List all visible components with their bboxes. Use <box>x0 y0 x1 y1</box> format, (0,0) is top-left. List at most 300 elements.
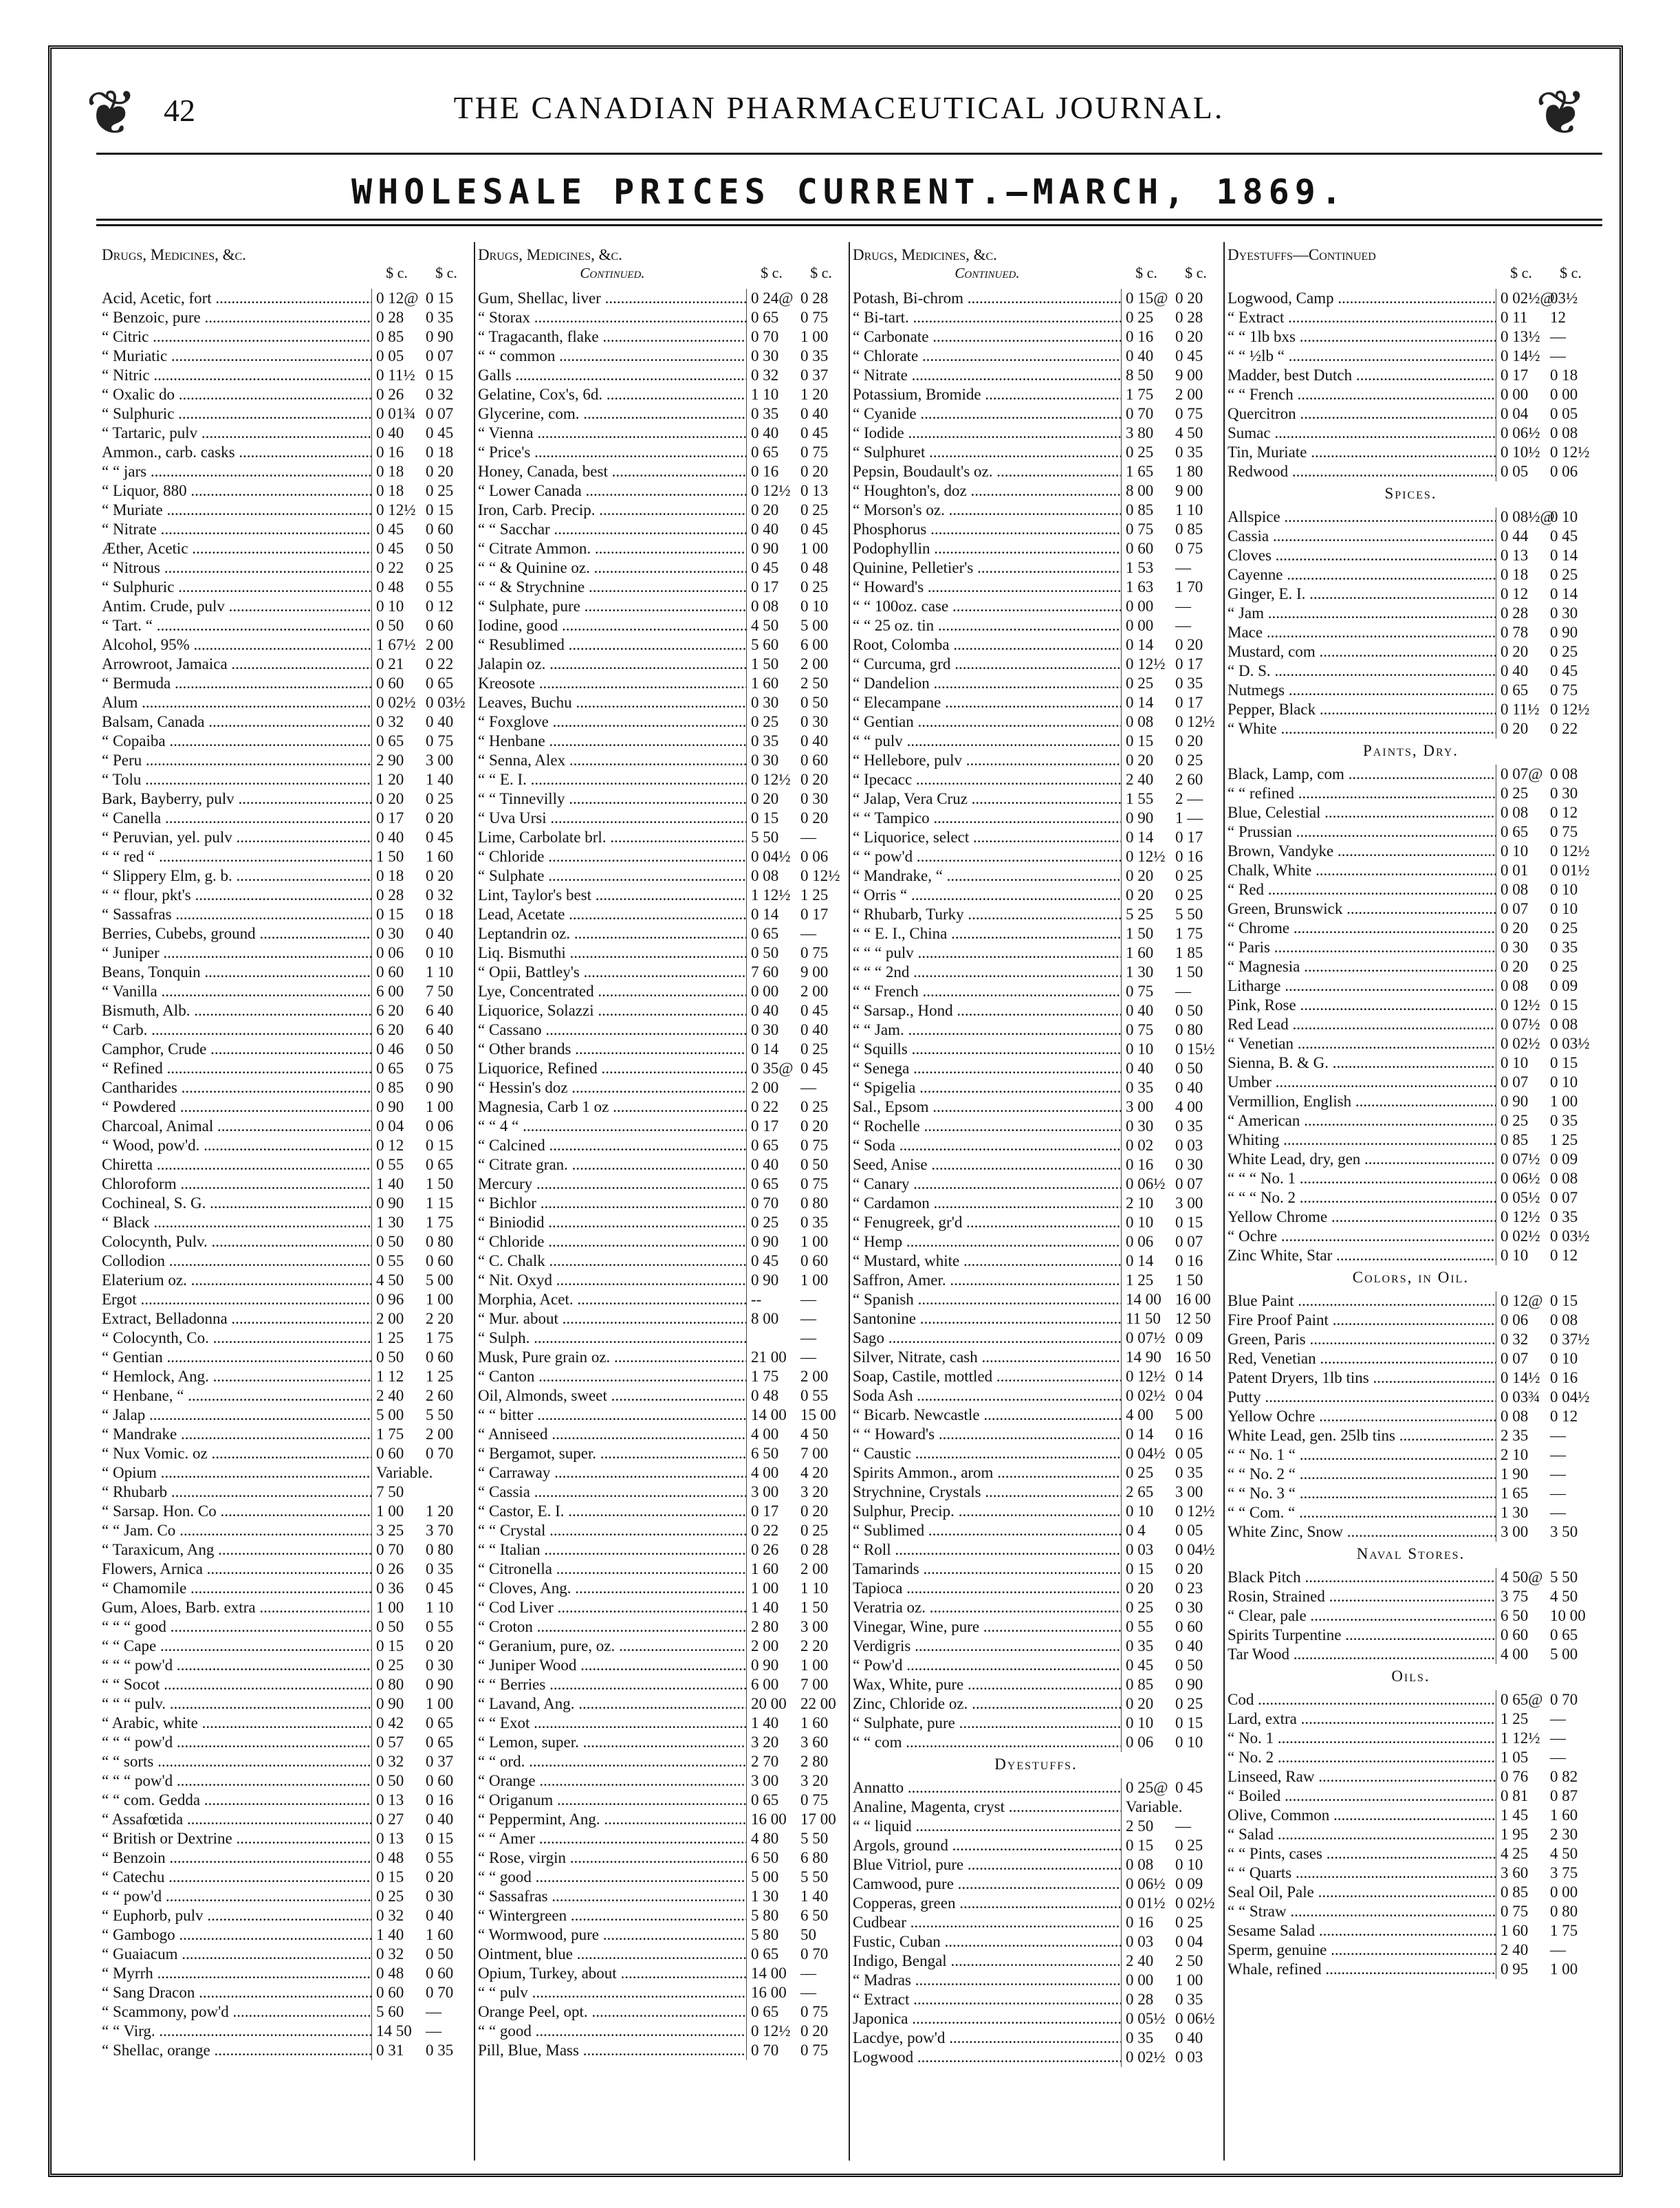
price-value: 3 80 <box>1126 424 1154 441</box>
table-row <box>1228 1015 1595 1034</box>
item-name: “ Mur. about ..... <box>478 1309 747 1329</box>
item-name: “ Citrate gran. ..... <box>478 1155 747 1174</box>
price-value: 0 80 <box>1175 1021 1203 1038</box>
price-value: 0 05½ <box>1126 2010 1166 2027</box>
price-value: 0 10 <box>376 598 404 615</box>
price-value: 0 50 <box>800 1156 829 1173</box>
price-value: 0 14 <box>751 906 779 923</box>
item-name: Soda Ash ..... <box>853 1386 1122 1406</box>
price-value: 0 06 <box>1126 1233 1154 1250</box>
table-row <box>102 943 471 963</box>
price-value: 4 50 <box>1550 1588 1578 1605</box>
table-row <box>102 1945 471 1964</box>
price-value: 0 12½ <box>1126 848 1166 865</box>
price-value: 0 45 <box>1175 1779 1203 1796</box>
table-row <box>853 1778 1221 1797</box>
item-name: Spirits Ammon., arom ..... <box>853 1463 1122 1483</box>
price-value: 0 02½ <box>1501 1035 1540 1052</box>
table-row <box>102 1714 471 1733</box>
price-value: 0 35 <box>1126 1637 1154 1654</box>
price-value: 0 30 <box>800 790 829 807</box>
price-value: 0 50 <box>376 1772 404 1789</box>
price-value: 0 12½ <box>751 2022 791 2040</box>
table-row <box>1228 1709 1595 1729</box>
item-name: Zinc, Chloride oz. ..... <box>853 1694 1122 1714</box>
item-name: Colocynth, Pulv. ..... <box>102 1232 372 1251</box>
price-columns <box>99 242 1598 2161</box>
price-value: 0 00 <box>751 983 779 1000</box>
price-value: 0 12½ <box>1501 1208 1540 1225</box>
price-value: 0 15 <box>426 1830 454 1847</box>
table-row <box>1228 1227 1595 1246</box>
table-row <box>478 481 846 501</box>
price-value: 0 55 <box>426 578 454 595</box>
price-value: 1 40 <box>751 1714 779 1731</box>
table-row <box>478 1714 846 1733</box>
price-value: 0 50 <box>376 1348 404 1366</box>
price-value: 0 12½ <box>376 501 416 518</box>
table-row <box>102 578 471 597</box>
table-row <box>853 1483 1221 1502</box>
price-value: 0 00 <box>1550 386 1578 403</box>
price-value: 0 00 <box>1550 1883 1578 1901</box>
price-value: 2 00 <box>800 983 829 1000</box>
table-row <box>478 924 846 943</box>
price-value: 1 75 <box>426 1329 454 1346</box>
item-name: Logwood ..... <box>853 2048 1122 2067</box>
table-row <box>853 886 1221 905</box>
table-row <box>102 1232 471 1251</box>
item-name: “ Nitrate ..... <box>853 366 1122 385</box>
price-value: 3 75 <box>1550 1864 1578 1881</box>
column-title-text: Drugs, Medicines, &c. <box>478 246 622 263</box>
item-name: “ Carb. ..... <box>102 1020 372 1040</box>
table-row <box>1228 642 1595 662</box>
item-name: “ Uva Ursi ..... <box>478 809 747 828</box>
price-value: 0 90 <box>376 1194 404 1212</box>
price-value: 0 35 <box>1175 444 1203 461</box>
price-value: 5 00 <box>800 617 829 634</box>
item-name: “ “ “ No. 2 ..... <box>1228 1188 1496 1207</box>
item-name: “ Scammony, pow'd ..... <box>102 2002 372 2022</box>
item-name: Wax, White, pure ..... <box>853 1675 1122 1694</box>
price-value: 0 03 <box>1126 1541 1154 1558</box>
table-row <box>102 385 471 404</box>
item-name: “ “ “ No. 1 ..... <box>1228 1169 1496 1188</box>
item-name: “ “ French ..... <box>853 982 1122 1001</box>
price-value: 0 30 <box>1550 604 1578 622</box>
table-row <box>853 1502 1221 1521</box>
item-name: “ “ sorts ..... <box>102 1752 372 1771</box>
price-value: 0 05 <box>376 347 404 364</box>
item-name: Naval Stores. <box>1356 1545 1465 1562</box>
price-value: 2 00 <box>1175 386 1203 403</box>
item-name: Beans, Tonquin ..... <box>102 963 372 982</box>
price-value: 10 00 <box>1550 1607 1586 1624</box>
table-row <box>102 809 471 828</box>
price-value: 16 50 <box>1175 1348 1211 1366</box>
price-value: 9 00 <box>800 963 829 981</box>
price-value: 6 40 <box>426 1002 454 1019</box>
price-value: 0 60 <box>376 675 404 692</box>
price-value: 0 40 <box>1175 1079 1203 1096</box>
price-value: 1 30 <box>1501 1504 1529 1521</box>
table-row <box>102 1771 471 1791</box>
item-name: Allspice ..... <box>1228 507 1496 527</box>
table-row <box>478 385 846 404</box>
price-value: 3 00 <box>751 1483 779 1500</box>
item-name: Lacdye, pow'd ..... <box>853 2029 1122 2048</box>
price-value: 0 40 <box>751 1002 779 1019</box>
price-value: 4 00 <box>1501 1646 1529 1663</box>
price-value: 0 25 <box>1175 1914 1203 1931</box>
price-value: 0 15 <box>426 1137 454 1154</box>
table-row <box>1228 1522 1595 1542</box>
item-name: “ Lower Canada ..... <box>478 481 747 501</box>
price-value: — <box>800 1965 816 1982</box>
price-value: 0 48 <box>376 578 404 595</box>
price-value: 0 35 <box>1550 1208 1578 1225</box>
table-row <box>102 1810 471 1829</box>
price-value: 0 10 <box>1126 1714 1154 1731</box>
item-name: “ Sulphate ..... <box>478 866 747 886</box>
item-name: “ “ “ 2nd ..... <box>853 963 1122 982</box>
price-value: 0 25 <box>751 1214 779 1231</box>
item-name: Elaterium oz. ..... <box>102 1271 372 1290</box>
price-value: 14 90 <box>1126 1348 1161 1366</box>
price-value: 0 07 <box>426 347 454 364</box>
price-value: 0 60 <box>426 1965 454 1982</box>
price-value: 3 00 <box>1175 1483 1203 1500</box>
item-name: “ Castor, E. I. ..... <box>478 1502 747 1521</box>
price-value: 0 45 <box>751 1252 779 1269</box>
price-value: 0 70 <box>751 328 779 345</box>
price-value: 2 00 <box>751 1079 779 1096</box>
price-value: 0 90 <box>751 1233 779 1250</box>
item-name: Soap, Castile, mottled ..... <box>853 1367 1122 1386</box>
price-value: 1 10 <box>426 963 454 981</box>
table-row <box>102 655 471 674</box>
price-value: 1 25 <box>426 1368 454 1385</box>
price-value: 0 08 <box>1550 1311 1578 1329</box>
item-name: “ “ E. I., China ..... <box>853 924 1122 943</box>
price-value: 1 67½ <box>376 636 416 653</box>
item-name: Rosin, Strained ..... <box>1228 1587 1496 1606</box>
price-value: 1 60 <box>1550 1806 1578 1824</box>
price-value: 0 90 <box>426 1676 454 1693</box>
item-name: “ Mandrake ..... <box>102 1425 372 1444</box>
price-value: 8 50 <box>1126 367 1154 384</box>
table-row <box>478 712 846 732</box>
item-name: “ Elecampane ..... <box>853 693 1122 712</box>
table-row <box>1228 507 1595 527</box>
price-value: — <box>1175 1817 1191 1835</box>
price-value: 0 70 <box>800 1945 829 1963</box>
price-value: 0 45 <box>426 1580 454 1597</box>
price-value: 0 60 <box>376 1984 404 2001</box>
table-row <box>102 1560 471 1579</box>
table-row <box>853 1251 1221 1271</box>
table-row <box>102 770 471 789</box>
item-name: “ Senna, Alex ..... <box>478 751 747 770</box>
item-name: “ Price's ..... <box>478 443 747 462</box>
price-value: 0 40 <box>376 829 404 846</box>
table-row <box>102 443 471 462</box>
table-row <box>1228 1349 1595 1368</box>
item-name: Berries, Cubebs, ground ..... <box>102 924 372 943</box>
item-name: Sperm, genuine ..... <box>1228 1941 1496 1960</box>
table-row <box>102 1251 471 1271</box>
price-value: 0 60 <box>800 752 829 769</box>
price-value: 0 20 <box>800 771 829 788</box>
item-name: Putty ..... <box>1228 1388 1496 1407</box>
table-row <box>1228 347 1595 366</box>
price-value: 0 12½ <box>1550 701 1590 718</box>
price-value: 0 35@ <box>751 1060 794 1077</box>
table-row <box>102 1309 471 1329</box>
price-value: 3 70 <box>426 1522 454 1539</box>
price-value: 0 32 <box>376 1945 404 1963</box>
table-row <box>1228 1130 1595 1150</box>
item-name: “ Citrate Ammon. ..... <box>478 539 747 558</box>
price-value: 0 14 <box>751 1040 779 1058</box>
table-row <box>478 327 846 347</box>
item-name: Sulphur, Precip. ..... <box>853 1502 1122 1521</box>
price-value: 0 11½ <box>1501 701 1540 718</box>
item-name: “ Houghton's, doz ..... <box>853 481 1122 501</box>
table-row <box>853 1714 1221 1733</box>
item-name: “ “ Tinnevilly ..... <box>478 789 747 809</box>
item-name: Iron, Carb. Precip. ..... <box>478 501 747 520</box>
price-value: 0 96 <box>376 1291 404 1308</box>
table-row <box>478 1078 846 1097</box>
table-row <box>853 1675 1221 1694</box>
table-row <box>853 1097 1221 1117</box>
table-row <box>102 1521 471 1540</box>
table-row <box>102 847 471 866</box>
table-row <box>102 1213 471 1232</box>
table-row <box>1228 1729 1595 1748</box>
price-value: 0 07½ <box>1501 1016 1540 1033</box>
price-value: 0 08 <box>751 867 779 884</box>
price-value: 2 00 <box>751 1637 779 1654</box>
currency-header: $ c. <box>435 264 457 281</box>
table-row <box>1228 1503 1595 1522</box>
item-name: Iodine, good ..... <box>478 616 747 635</box>
price-value: 0 04 <box>1175 1933 1203 1950</box>
column-header <box>1228 242 1595 289</box>
currency-header: $ c. <box>1560 264 1582 281</box>
item-name: Camphor, Crude ..... <box>102 1040 372 1059</box>
price-value: 6 50 <box>751 1445 779 1462</box>
price-value: — <box>1550 1465 1566 1483</box>
price-value: 0 10½ <box>1501 444 1540 461</box>
table-row <box>1228 366 1595 385</box>
table-row <box>102 1117 471 1136</box>
price-value: 1 75 <box>1175 925 1203 942</box>
item-name: Balsam, Canada ..... <box>102 712 372 732</box>
table-row <box>478 443 846 462</box>
price-value: 0 12½ <box>1175 1502 1215 1520</box>
item-name: White Lead, dry, gen ..... <box>1228 1150 1496 1169</box>
item-name: “ “ pulv ..... <box>853 732 1122 751</box>
item-name: “ Euphorb, pulv ..... <box>102 1906 372 1925</box>
table-row <box>478 1656 846 1675</box>
price-value: 0 65 <box>751 1137 779 1154</box>
item-name: Linseed, Raw ..... <box>1228 1767 1496 1786</box>
price-value: 0 10 <box>1550 1073 1578 1091</box>
item-name: Cloves ..... <box>1228 546 1496 565</box>
price-value: 0 20 <box>426 463 454 480</box>
item-name: “ “ Cape ..... <box>102 1637 372 1656</box>
item-name: “ Nitric ..... <box>102 366 372 385</box>
item-name: Annatto ..... <box>853 1778 1122 1797</box>
price-value: 0 45 <box>376 540 404 557</box>
price-value: 0 90 <box>426 1079 454 1096</box>
price-value: 0 25 <box>1550 566 1578 583</box>
column-header <box>478 242 846 289</box>
price-value: 0 20 <box>1126 1695 1154 1712</box>
table-row <box>853 327 1221 347</box>
item-name: “ Sulphate, pure ..... <box>853 1714 1122 1733</box>
price-value: — <box>800 829 816 846</box>
price-value: 0 10 <box>1175 1856 1203 1873</box>
table-row <box>853 943 1221 963</box>
price-value: 1 00 <box>751 1580 779 1597</box>
price-value: 3 20 <box>800 1483 829 1500</box>
item-name: Cochineal, S. G. ..... <box>102 1194 372 1213</box>
price-value: 0 80 <box>376 1676 404 1693</box>
item-name: “ Slippery Elm, g. b. ..... <box>102 866 372 886</box>
price-value: 0 16 <box>751 463 779 480</box>
price-value: 0 20 <box>426 867 454 884</box>
price-value: 1 50 <box>426 1175 454 1192</box>
table-row <box>478 886 846 905</box>
price-value: 1 60 <box>426 848 454 865</box>
price-value: 0 02½ <box>1126 2048 1166 2066</box>
price-value: 0 45 <box>800 1002 829 1019</box>
item-name: “ Dandelion ..... <box>853 674 1122 693</box>
price-value: 0 75 <box>1501 1903 1529 1920</box>
item-name: “ Vienna ..... <box>478 424 747 443</box>
table-row <box>478 1560 846 1579</box>
section-heading <box>1228 1268 1595 1287</box>
item-name: Leptandrin oz. ..... <box>478 924 747 943</box>
price-value: 0 12 <box>376 1137 404 1154</box>
item-name: “ Pow'd ..... <box>853 1656 1122 1675</box>
item-name: “ Orris “ ..... <box>853 886 1122 905</box>
table-row <box>853 501 1221 520</box>
price-value: — <box>1175 559 1191 576</box>
table-row <box>1228 1330 1595 1349</box>
price-column <box>849 242 1223 2161</box>
price-value: 0 04 <box>376 1117 404 1135</box>
table-row <box>478 1483 846 1502</box>
price-value: 0 35 <box>426 1560 454 1577</box>
table-row <box>478 1675 846 1694</box>
table-row <box>853 828 1221 847</box>
table-row <box>853 809 1221 828</box>
price-value: 1 40 <box>800 1888 829 1905</box>
table-row <box>853 616 1221 635</box>
price-value: 2 50 <box>1175 1952 1203 1969</box>
item-name: “ Origanum ..... <box>478 1791 747 1810</box>
price-value: 0 20 <box>1175 328 1203 345</box>
item-name: Alum ..... <box>102 693 372 712</box>
item-name: Umber ..... <box>1228 1073 1496 1092</box>
item-name: Chloroform ..... <box>102 1174 372 1194</box>
item-name: “ Catechu ..... <box>102 1868 372 1887</box>
item-name: “ No. 1 ..... <box>1228 1729 1496 1748</box>
table-row <box>102 635 471 655</box>
item-name: “ Croton ..... <box>478 1617 747 1637</box>
price-value: 0 35 <box>800 347 829 364</box>
item-name: “ “ E. I. ..... <box>478 770 747 789</box>
price-value: 0 25@ <box>1126 1779 1168 1796</box>
price-value: 0 20 <box>1126 867 1154 884</box>
item-name: Logwood, Camp ..... <box>1228 289 1496 308</box>
price-value: 0 17 <box>751 578 779 595</box>
item-name: “ Copaiba ..... <box>102 732 372 751</box>
price-value: 4 00 <box>751 1464 779 1481</box>
price-value: 0 25 <box>1126 444 1154 461</box>
table-row <box>853 1521 1221 1540</box>
item-name: Green, Paris ..... <box>1228 1330 1496 1349</box>
table-row <box>853 1078 1221 1097</box>
table-row <box>1228 1388 1595 1407</box>
column-header <box>853 242 1221 289</box>
item-name: Copperas, green ..... <box>853 1894 1122 1913</box>
table-row <box>102 1694 471 1714</box>
table-row <box>478 539 846 558</box>
item-name: “ Peru ..... <box>102 751 372 770</box>
table-row <box>853 1990 1221 2009</box>
price-value: 0 20 <box>1175 289 1203 307</box>
table-row <box>102 597 471 616</box>
table-row <box>478 1040 846 1059</box>
price-value: 2 20 <box>426 1310 454 1327</box>
price-value: 0 28 <box>1501 604 1529 622</box>
price-value: 0 90 <box>751 1271 779 1289</box>
table-row <box>853 308 1221 327</box>
price-value: 0 32 <box>376 1907 404 1924</box>
price-value: 0 03 <box>1175 1137 1203 1154</box>
item-name: “ “ 1lb bxs ..... <box>1228 327 1496 347</box>
price-value: 1 30 <box>1126 963 1154 981</box>
price-value: 0 20 <box>751 790 779 807</box>
table-row <box>478 578 846 597</box>
price-value: 50 <box>800 1926 816 1943</box>
table-row <box>1228 1368 1595 1388</box>
table-row <box>478 1598 846 1617</box>
table-row <box>102 366 471 385</box>
price-value: 5 50 <box>800 1830 829 1847</box>
price-value: 1 75 <box>376 1425 404 1443</box>
price-value: 0 03½ <box>1550 1035 1590 1052</box>
table-row <box>853 1040 1221 1059</box>
currency-header: $ c. <box>810 264 832 281</box>
table-row <box>853 2048 1221 2067</box>
item-name: “ Canary ..... <box>853 1174 1122 1194</box>
table-row <box>102 2022 471 2041</box>
price-value: 1 60 <box>751 675 779 692</box>
item-name: “ “ refined ..... <box>1228 784 1496 803</box>
price-value: 0 45 <box>426 829 454 846</box>
table-row <box>478 1232 846 1251</box>
price-value: 0 25 <box>800 501 829 518</box>
price-value: 0 13 <box>1501 547 1529 564</box>
table-row <box>478 1020 846 1040</box>
